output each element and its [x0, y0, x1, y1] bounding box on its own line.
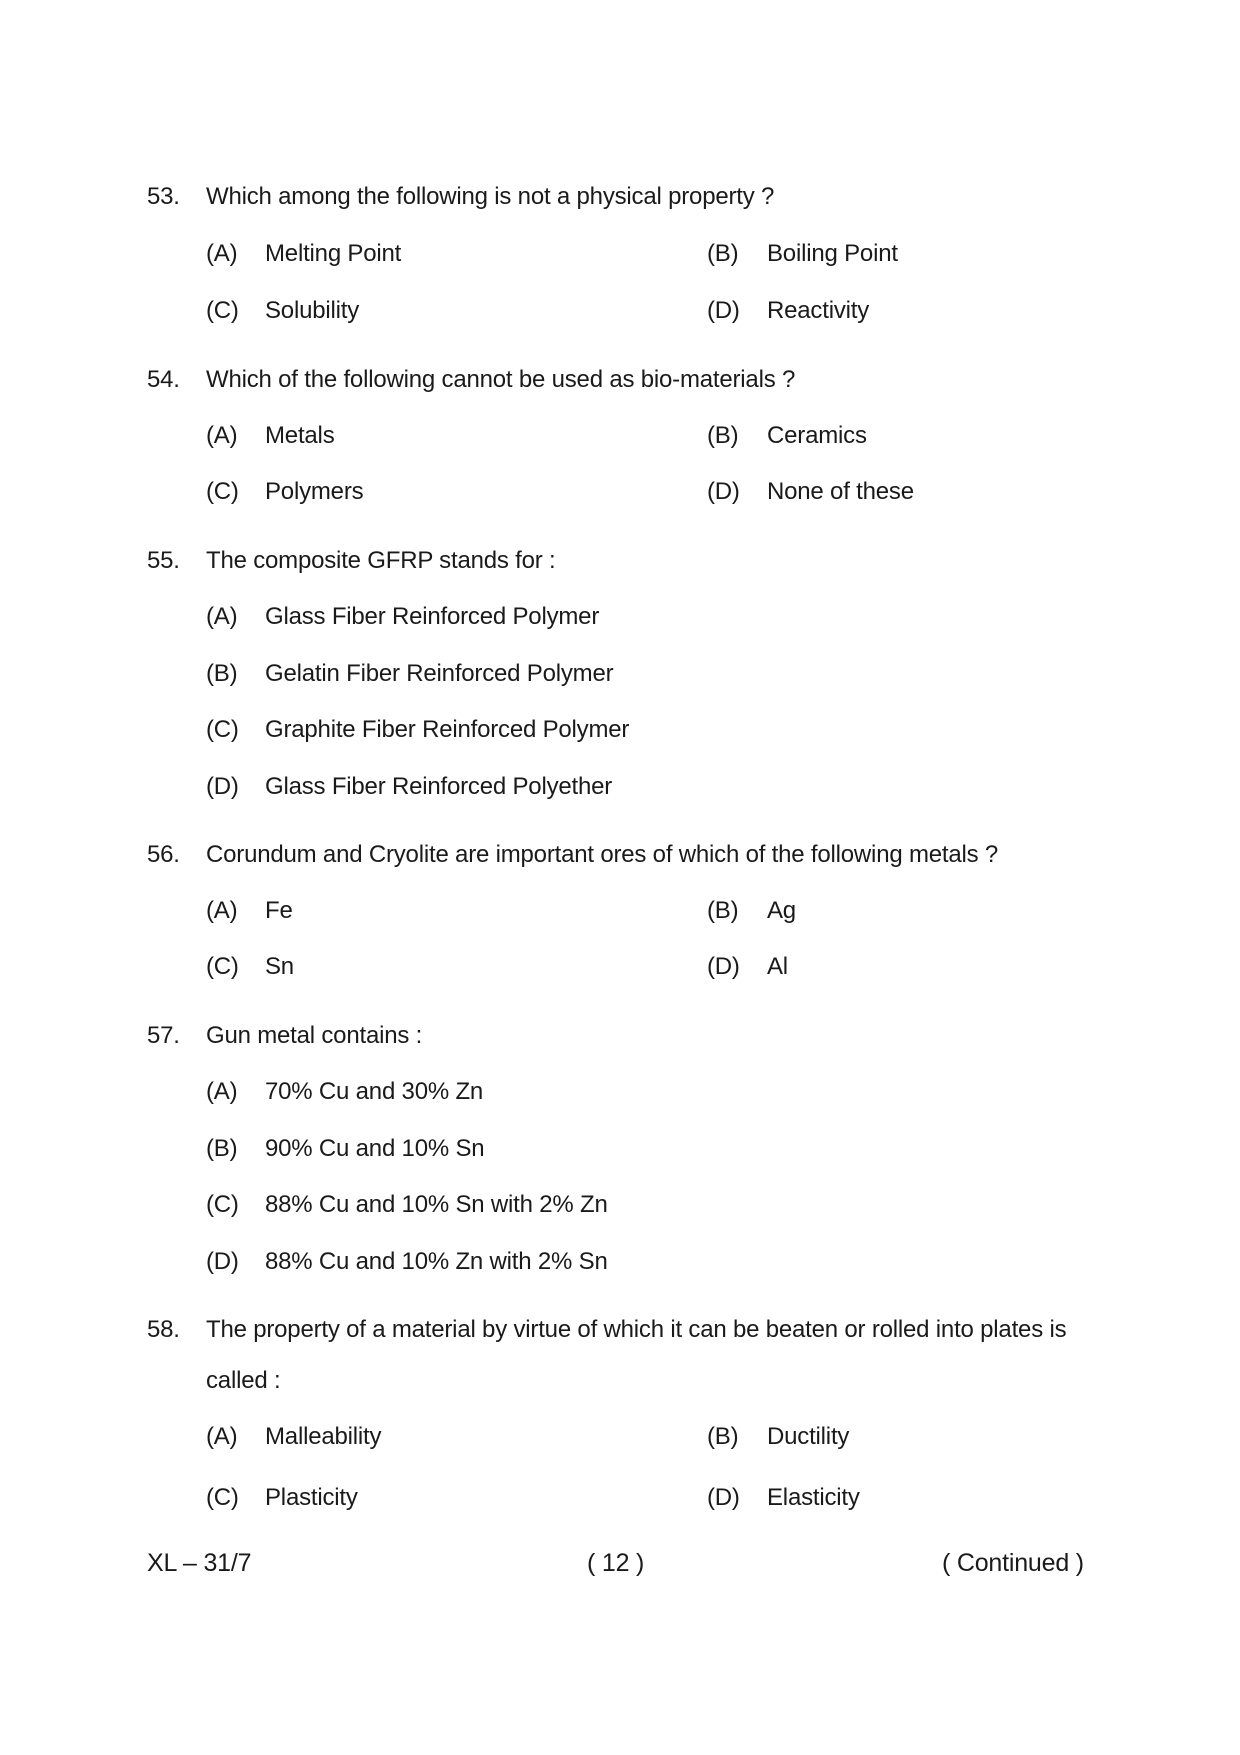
option-label: (D) — [707, 478, 740, 505]
option-text: Fe — [265, 897, 293, 924]
option-label: (C) — [206, 297, 239, 324]
question-text: Gun metal contains : — [206, 1022, 423, 1049]
question-text: Corundum and Cryolite are important ores of which of the following metals ? — [206, 841, 999, 868]
option-label: (B) — [707, 240, 739, 267]
option-label: (D) — [707, 297, 740, 324]
option-label: (B) — [206, 1135, 238, 1162]
option-label: (A) — [206, 1423, 238, 1450]
option-label: (D) — [707, 953, 740, 980]
question-number: 55. — [147, 547, 180, 574]
option-label: (D) — [206, 1248, 239, 1275]
option-label: (C) — [206, 478, 239, 505]
option-text: Gelatin Fiber Reinforced Polymer — [265, 660, 614, 687]
option-text: Reactivity — [767, 297, 870, 324]
option-text: Glass Fiber Reinforced Polyether — [265, 773, 613, 800]
question-number: 53. — [147, 183, 180, 210]
option-text: Boiling Point — [767, 240, 898, 267]
question-number: 57. — [147, 1022, 180, 1049]
option-text: Graphite Fiber Reinforced Polymer — [265, 716, 630, 743]
option-label: (B) — [707, 422, 739, 449]
option-label: (D) — [206, 773, 239, 800]
option-label: (A) — [206, 422, 238, 449]
question-number: 56. — [147, 841, 180, 868]
question-text-continued: called : — [206, 1367, 281, 1394]
option-text: 88% Cu and 10% Sn with 2% Zn — [265, 1191, 608, 1218]
option-text: Elasticity — [767, 1484, 860, 1511]
option-text: Polymers — [265, 478, 364, 505]
option-text: Ductility — [767, 1423, 850, 1450]
question-text: The composite GFRP stands for : — [206, 547, 556, 574]
option-label: (D) — [707, 1484, 740, 1511]
option-text: Ceramics — [767, 422, 867, 449]
option-text: 70% Cu and 30% Zn — [265, 1078, 484, 1105]
option-text: Al — [767, 953, 788, 980]
option-label: (C) — [206, 953, 239, 980]
option-text: Malleability — [265, 1423, 382, 1450]
option-text: 90% Cu and 10% Sn — [265, 1135, 485, 1162]
paper-code: XL – 31/7 — [147, 1549, 252, 1577]
option-label: (A) — [206, 240, 238, 267]
option-text: 88% Cu and 10% Zn with 2% Sn — [265, 1248, 608, 1275]
option-text: Ag — [767, 897, 796, 924]
option-label: (C) — [206, 1484, 239, 1511]
question-text: The property of a material by virtue of which it can be beaten or rolled into plates is — [206, 1316, 1067, 1343]
option-text: Metals — [265, 422, 335, 449]
option-label: (A) — [206, 1078, 238, 1105]
page-number: ( 12 ) — [587, 1549, 645, 1577]
option-label: (B) — [206, 660, 238, 687]
option-label: (B) — [707, 1423, 739, 1450]
option-text: Solubility — [265, 297, 360, 324]
option-text: None of these — [767, 478, 914, 505]
question-text: Which of the following cannot be used as bio-materials ? — [206, 366, 796, 393]
option-label: (A) — [206, 603, 238, 630]
option-text: Glass Fiber Reinforced Polymer — [265, 603, 600, 630]
option-label: (C) — [206, 1191, 239, 1218]
option-text: Sn — [265, 953, 294, 980]
option-label: (A) — [206, 897, 238, 924]
option-label: (C) — [206, 716, 239, 743]
question-number: 54. — [147, 366, 180, 393]
option-text: Plasticity — [265, 1484, 358, 1511]
continued-label: ( Continued ) — [942, 1549, 1084, 1577]
question-number: 58. — [147, 1316, 180, 1343]
question-text: Which among the following is not a physical property ? — [206, 183, 775, 210]
option-label: (B) — [707, 897, 739, 924]
option-text: Melting Point — [265, 240, 402, 267]
